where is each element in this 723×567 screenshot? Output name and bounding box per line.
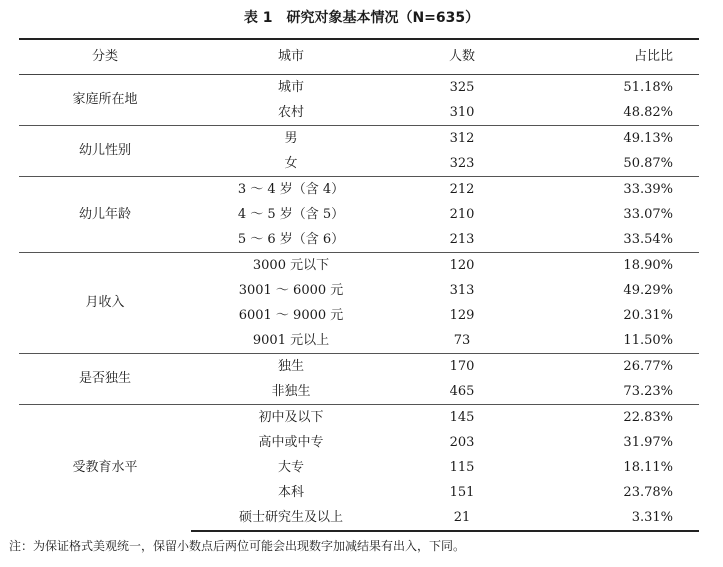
- percent-cell: 20.31%: [623, 307, 673, 323]
- header-percent: 占比比: [533, 39, 699, 74]
- item-cell: 初中及以下: [191, 404, 391, 430]
- table-row: [19, 125, 699, 151]
- percent-cell: 11.50%: [623, 332, 673, 348]
- category-cell: 家庭所在地: [72, 92, 138, 107]
- count-cell: 212: [391, 176, 533, 202]
- item-cell: 9001 元以上: [252, 332, 330, 348]
- footnote: 注：为保证格式美观统一，保留小数点后两位可能会出现数字加减结果有出入，下同。: [9, 539, 466, 553]
- count-cell: 313: [449, 282, 475, 298]
- table-row: [19, 353, 699, 379]
- item-cell: 城市: [277, 79, 304, 95]
- count-cell: 151: [449, 484, 475, 500]
- item-cell: 高中或中专: [258, 434, 324, 450]
- percent-cell: 73.23%: [623, 383, 673, 399]
- count-cell: 210: [449, 206, 475, 222]
- item-cell: 女: [284, 155, 298, 171]
- count-cell: 465: [449, 383, 475, 399]
- count-cell: 312: [391, 125, 533, 151]
- header-category: 分类: [19, 39, 191, 74]
- count-cell: 323: [449, 155, 475, 171]
- category-cell: 幼儿年龄: [19, 176, 191, 252]
- percent-cell: 33.07%: [623, 206, 673, 222]
- table-row: [19, 176, 699, 202]
- item-cell: 3001 ～ 6000 元: [238, 282, 344, 298]
- item-cell: 男: [191, 125, 391, 151]
- item-cell: 非独生: [271, 383, 311, 399]
- table-row: [19, 252, 699, 278]
- table-caption: [0, 7, 723, 29]
- percent-cell: 33.54%: [623, 231, 673, 247]
- percent-cell: 49.13%: [533, 125, 699, 151]
- percent-cell: 51.18%: [623, 79, 673, 95]
- header-count: 人数: [391, 39, 533, 74]
- percent-cell: 3.31%: [533, 505, 699, 531]
- category-cell: 是否独生: [19, 353, 191, 404]
- item-cell: 3000 元以下: [191, 252, 391, 278]
- item-cell: 独生: [191, 353, 391, 379]
- percent-cell: 18.11%: [623, 459, 673, 475]
- stats-table: [19, 38, 699, 532]
- count-cell: 115: [449, 459, 475, 475]
- count-cell: 213: [449, 231, 475, 247]
- category-cell: 月收入: [19, 252, 191, 353]
- table-title: 研究对象基本情况（N=635）: [286, 10, 480, 26]
- count-cell: 73: [453, 332, 471, 348]
- percent-cell: 48.82%: [623, 104, 673, 120]
- count-cell: 170: [391, 353, 533, 379]
- count-cell: 325: [449, 79, 475, 95]
- item-cell: 5 ～ 6 岁（含 6）: [237, 231, 345, 247]
- category-cell: 幼儿性别: [19, 125, 191, 176]
- percent-cell: 23.78%: [623, 484, 673, 500]
- count-cell: 145: [391, 404, 533, 430]
- count-cell: 203: [449, 434, 475, 450]
- category-cell: 受教育水平: [19, 404, 191, 531]
- item-cell: 3 ～ 4 岁（含 4）: [191, 176, 391, 202]
- table-row: [19, 404, 699, 430]
- item-cell: 农村: [277, 104, 304, 120]
- table-row: [19, 74, 699, 100]
- percent-cell: 26.77%: [533, 353, 699, 379]
- item-cell: 4 ～ 5 岁（含 5）: [237, 206, 345, 222]
- count-cell: 21: [391, 505, 533, 531]
- percent-cell: 33.39%: [533, 176, 699, 202]
- count-cell: 310: [449, 104, 475, 120]
- percent-cell: 49.29%: [623, 282, 673, 298]
- table-body: [19, 74, 699, 531]
- header-row: [19, 39, 699, 74]
- table-number: 表 1: [243, 10, 273, 26]
- percent-cell: 50.87%: [623, 155, 673, 171]
- item-cell: 大专: [277, 459, 304, 475]
- percent-cell: 22.83%: [533, 404, 699, 430]
- item-cell: 6001 ～ 9000 元: [238, 307, 344, 323]
- count-cell: 120: [391, 252, 533, 278]
- item-cell: 硕士研究生及以上: [191, 505, 391, 531]
- header-item: 城市: [191, 39, 391, 74]
- percent-cell: 31.97%: [623, 434, 673, 450]
- count-cell: 129: [449, 307, 475, 323]
- percent-cell: 18.90%: [533, 252, 699, 278]
- item-cell: 本科: [277, 484, 304, 500]
